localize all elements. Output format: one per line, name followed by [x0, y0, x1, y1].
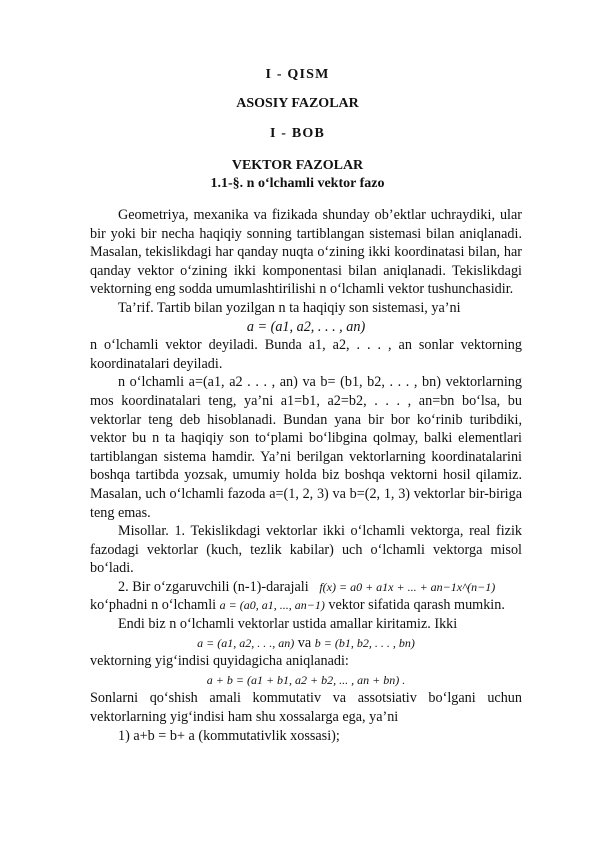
section-title-text: 1.1-§. n o‘lchamli vektor fazo: [210, 176, 385, 191]
paragraph-definition: [90, 299, 522, 318]
paragraph-properties: Sonlarni qo‘shish amali kommutativ va assotsiativ bo‘lgani uchun vektorlarning yig‘indisi ham shu xossalarga ega, ya’ni: [90, 690, 522, 726]
paragraph-polynomial: [90, 578, 522, 597]
polynomial-vector-formula: a = (a0, a1, ..., an−1): [219, 598, 325, 613]
property-commutative: 1) a+b = b+ a (kommutativlik xossasi);: [118, 727, 340, 744]
polynomial-formula: f(x) = a0 + a1x + ... + an−1x^(n−1): [319, 579, 496, 594]
sum-formula: a + b = (a1 + b1, a2 + b2, ... , an + bn) .: [206, 672, 406, 687]
paragraph-intro: Geometriya, mexanika va fizikada shunday ob’ektlar uchraydiki, ular bir yoki bir necha haqiqiy sonning tartiblangan sistemasi bilan aniqlanadi. Masalan, tekislikdagi har qanday nuqta o‘zining ikki koordinatasi bilan, har qanday vektor o‘zining ikki komponentasi bilan aniqlanadi. Tekislikdagi vektorning eng sodda umumlashtirilishi n o‘lchamli vektor tushunchasidir.: [90, 207, 522, 298]
paragraph-polynomial-vector: [90, 596, 522, 615]
chapter-title: VEKTOR FAZOLAR: [231, 158, 364, 173]
vector-a-formula: a = (a1, a2, . . ., an): [197, 635, 295, 650]
vector-b-formula: b = (b1, b2, . . . , bn): [314, 635, 415, 650]
two-vectors-line: [90, 634, 522, 653]
paragraph-vector-def: n o‘lchamli vektor deyiladi. Bunda a1, a2, . . . , an sonlar vektorning koordinatalari deyiladi.: [90, 337, 522, 372]
polynomial-vector-tail: vektor sifatida qarash mumkin.: [328, 597, 505, 614]
part-heading: I - QISM: [265, 67, 330, 82]
definition-text: Ta’rif. Tartib bilan yozilgan n ta haqiqiy son sistemasi, ya’ni: [118, 299, 461, 316]
part-title: ASOSIY FAZOLAR: [236, 96, 359, 111]
chapter-heading: I - BOB: [269, 126, 326, 141]
va-word: va: [297, 634, 312, 651]
paragraph-sum-def: vektorning yig‘indisi quyidagicha aniqlanadi:: [90, 653, 349, 670]
section-title: [0, 176, 595, 192]
vector-formula: a = (a1, a2, . . . , an): [246, 318, 366, 335]
polynomial-text: 2. Bir o‘zgaruvchili (n-1)-darajali: [118, 578, 309, 595]
paragraph-operations: Endi biz n o‘lchamli vektorlar ustida amallar kiritamiz. Ikki: [118, 616, 458, 633]
body-text: [90, 206, 522, 745]
paragraph-equality: n o‘lchamli a=(a1, a2 . . . , an) va b= (b1, b2, . . . , bn) vektorlarning mos koordinatalari teng, ya’ni a1=b1, a2=b2, . . . , an=bn bo‘lsa, bu vektorlar teng deb hisoblanadi. Bundan yana bir bor ko‘rinib turibdiki, vektor bu n ta haqiqiy son to‘plami bo‘libgina qolmay, balki elementlari tartiblangan sistema hamdir. Ya’ni berilgan vektorlarning koordinatalarini boshqa tartibda yozsak, umumiy holda biz boshqa vektorni hosil qilamiz. Masalan, uch o‘lchamli fazoda a=(1, 2, 3) va b=(2, 1, 3) vektorlar bir-biriga teng emas.: [90, 374, 522, 521]
paragraph-examples: Misollar. 1. Tekislikdagi vektorlar ikki o‘lchamli vektorga, real fizik fazodagi vektorlar (kuch, tezlik kabilar) uch o‘lchamli vektorga misol bo‘ladi.: [90, 523, 522, 577]
polynomial-vector-text: ko‘phadni n o‘lchamli: [90, 597, 217, 614]
